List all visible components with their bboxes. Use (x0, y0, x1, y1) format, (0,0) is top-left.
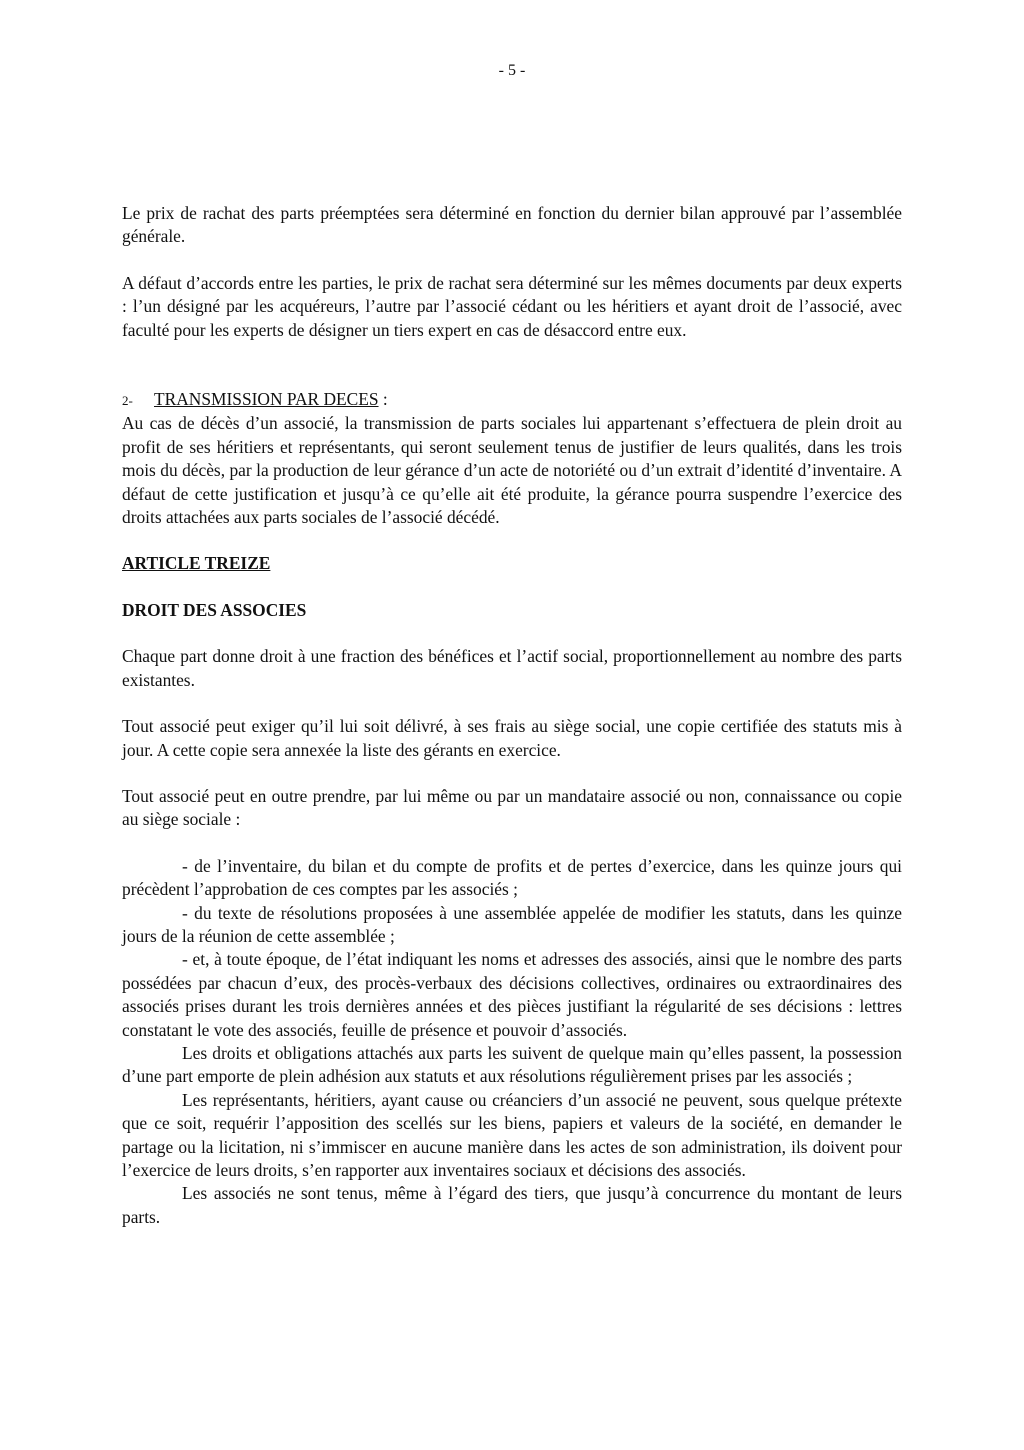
page-number: - 5 - (498, 62, 526, 79)
section-colon: : (378, 389, 388, 410)
paragraph-creditors: Les représentants, héritiers, ayant cause ou créanciers d’un associé ne peuvent, sous quelque prétexte que ce soit, requérir l’apposition des scellés sur les biens, papiers et valeurs de la société, en demander le partage ou la licitation, ni s’immiscer en aucune manière dans les actes de son administration, ils doivent pour l’exercice de leurs droits, s’en rapporter aux inventaires sociaux et décisions des associés. (122, 1089, 902, 1180)
section-number: 2- (122, 393, 133, 409)
paragraph-certified-copy: Tout associé peut exiger qu’il lui soit délivré, à ses frais au siège social, une copie certifiée des statuts mis à jour. A cette copie sera annexée la liste des gérants en exercice. (122, 716, 902, 760)
paragraph-transmission-deces: Au cas de décès d’un associé, la transmission de parts sociales lui appartenant s’effectuera de plein droit au profit de ses héritiers et représentants, qui seront seulement tenus de justifier de leurs qualités, dans les trois mois du décès, par la production de leur gérance d’un acte de notoriété ou d’un extrait d’identité d’inventaire. A défaut de cette justification et jusqu’à ce qu’elle ait été produite, la gérance pourra suspendre l’exercice des droits attachées aux parts sociales de l’associé décédé. (122, 413, 902, 528)
section-title: TRANSMISSION PAR DECES (154, 389, 379, 410)
article-subtitle: DROIT DES ASSOCIES (122, 599, 307, 620)
section-heading-transmission (122, 388, 902, 412)
paragraph-consult-documents: Tout associé peut en outre prendre, par lui même ou par un mandataire associé ou non, connaissance ou copie au siège sociale : (122, 785, 902, 830)
article-title: ARTICLE TREIZE (122, 553, 271, 574)
paragraph-buyback-price: Le prix de rachat des parts préemptées sera déterminé en fonction du dernier bilan approuvé par l’assemblée générale. (122, 203, 902, 247)
list-item: - de l’inventaire, du bilan et du compte de profits et de pertes d’exercice, dans les quinze jours qui précèdent l’approbation de ces comptes par les associés ; (122, 855, 902, 900)
list-item: - et, à toute époque, de l’état indiquant les noms et adresses des associés, ainsi que le nombre des parts possédées par chacun d’eux, des procès-verbaux des décisions collectives, ordinaires ou extraordinaires des associés prises durant les trois dernières années et des pièces justifiant la régularité de ses décisions : lettres constatant le vote des associés, feuille de présence et pouvoir d’associés. (122, 949, 902, 1040)
paragraph-obligations: Les droits et obligations attachés aux parts les suivent de quelque main qu’elles passent, la possession d’une part emporte de plein adhésion aux statuts et aux résolutions régulièrement prises par les associés ; (122, 1042, 902, 1087)
paragraph-liability: Les associés ne sont tenus, même à l’égard des tiers, que jusqu’à concurrence du montant de leurs parts. (122, 1183, 902, 1227)
paragraph-experts: A défaut d’accords entre les parties, le prix de rachat sera déterminé sur les mêmes documents par deux experts : l’un désigné par les acquéreurs, l’autre par l’associé cédant ou les héritiers et ayant droit de l’associé, avec faculté pour les experts de désigner un tiers expert en cas de désaccord entre eux. (122, 272, 902, 340)
list-item: - du texte de résolutions proposées à une assemblée appelée de modifier les statuts, dans les quinze jours de la réunion de cette assemblée ; (122, 902, 902, 946)
paragraph-share-rights: Chaque part donne droit à une fraction des bénéfices et l’actif social, proportionnellement au nombre des parts existantes. (122, 646, 902, 690)
document-body (122, 202, 902, 1229)
